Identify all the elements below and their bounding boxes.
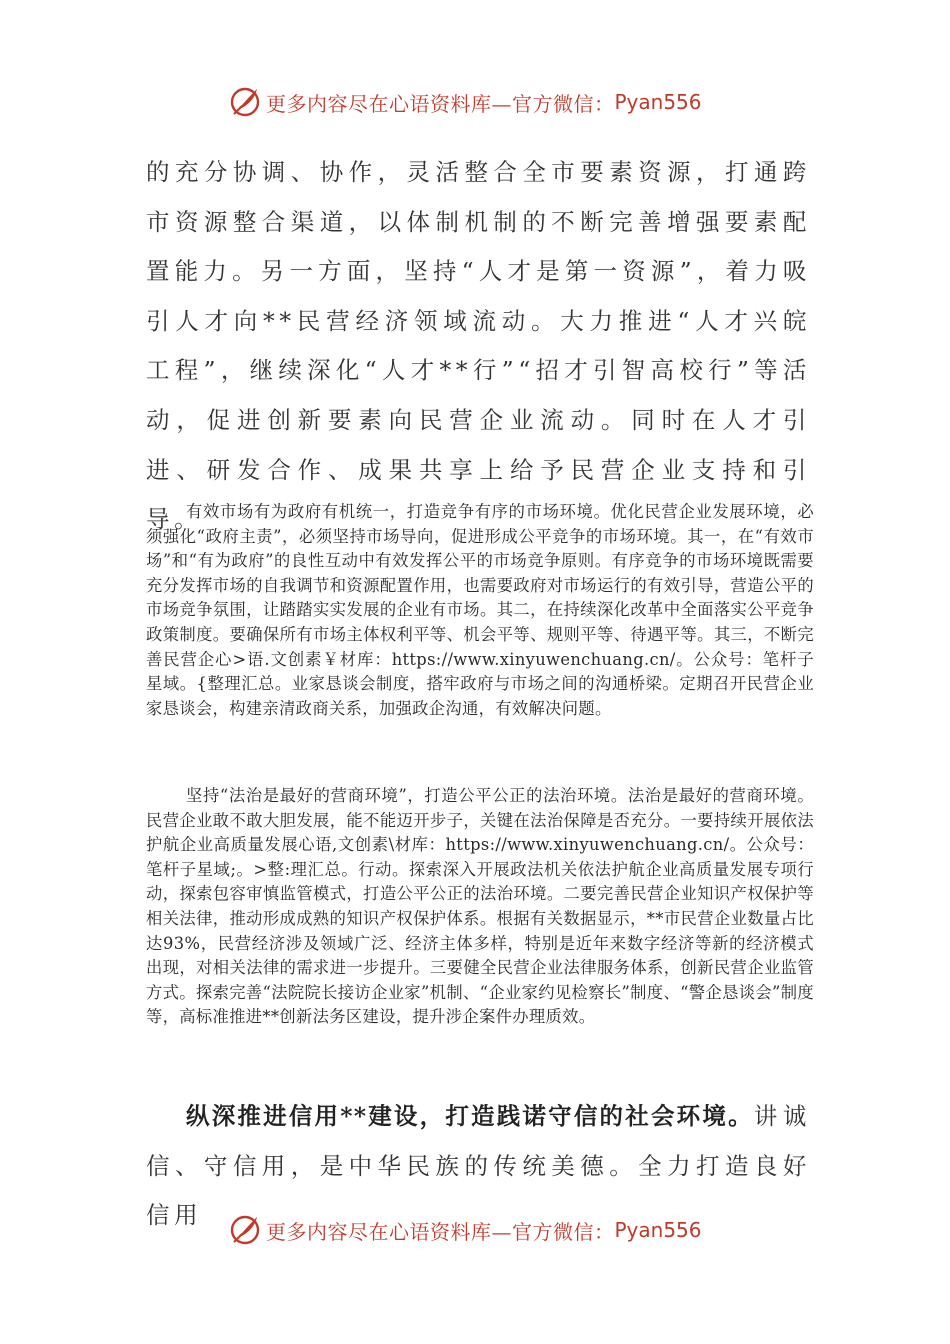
credit-lead: 纵深推进信用**建设，打造践诺守信的社会环境。 (186, 1102, 754, 1130)
section-law-paragraph: 坚持“法治是最好的营商环境”，打造公平公正的法治环境。法治是最好的营商环境。民营企业敢不敢大胆发展，能不能迈开步子，关键在法治保障是否充分。一要持续开展依法护航企业高质量发展心语,文创素\材库：https://www.xinyuwenchuang.cn/。公众号：笔杆子星域;。>整:理汇总。行动。探索深入开展政法机关依法护航企业高质量发展专项行动，探索包容审慎监管模式，打造公平公正的法治环境。二要完善民营企业知识产权保护等相关法律，推动形成成熟的知识产权保护体系。根据有关数据显示，**市民营企业数量占比达93%，民营经济涉及领域广泛、经济主体多样，特别是近年来数字经济等新的经济模式出现，对相关法律的需求进一步提升。三要健全民营企业法律服务体系，创新民营企业监管方式。探索完善“法院院长接访企业家”机制、“企业家约见检察长”制度、“警企恳谈会”制度等，高标准推进**创新法务区建设，提升涉企案件办理质效。 (146, 786, 814, 1027)
wechat-id: Pyan556 (614, 90, 702, 114)
banner-text: 更多内容尽在心语资料库—官方微信： (266, 1219, 615, 1244)
feather-pen-circle-icon (228, 1213, 262, 1247)
section-market-paragraph: 有效市场有为政府有机统一，打造竞争有序的市场环境。优化民营企业发展环境，必须强化“政府主责”，必须坚持市场导向，促进形成公平竞争的市场环境。其一，在“有效市场”和“有为政府”的良性互动中有效发挥公平的市场竞争原则。有序竞争的市场环境既需要充分发挥市场的自我调节和资源配置作用，也需要政府对市场运行的有效引导，营造公平的市场竞争氛围，让踏踏实实发展的企业有市场。其二，在持续深化改革中全面落实公平竞争政策制度。要确保所有市场主体权利平等、机会平等、规则平等、待遇平等。其三，不断完善民营企心>语.文创素￥材库：https://www.xinyuwenchuang.cn/。公众号：笔杆子星域。{整理汇总。业家恳谈会制度，搭牢政府与市场之间的沟通桥梁。定期召开民营企业家恳谈会，构建亲清政商关系，加强政企沟通，有效解决问题。 (146, 502, 814, 718)
credit-body: 讲诚信、守信用，是中华民族的传统美德。全力打造良好信用 (146, 1102, 812, 1230)
footer-banner (228, 1212, 748, 1248)
top-paragraph (146, 148, 811, 545)
banner-text: 更多内容尽在心语资料库—官方微信： (266, 91, 615, 116)
wechat-id: Pyan556 (614, 1218, 702, 1242)
header-banner (228, 84, 748, 120)
feather-pen-circle-icon (228, 85, 262, 119)
top-paragraph-text: 的充分协调、协作，灵活整合全市要素资源，打通跨市资源整合渠道，以体制机制的不断完善增强要素配置能力。另一方面，坚持“人才是第一资源”，着力吸引人才向**民营经济领域流动。大力推进“人才兴皖工程”，继续深化“人才**行”“招才引智高校行”等活动，促进创新要素向民营企业流动。同时在人才引进、研发合作、成果共享上给予民营企业支持和引导。 (146, 158, 811, 534)
